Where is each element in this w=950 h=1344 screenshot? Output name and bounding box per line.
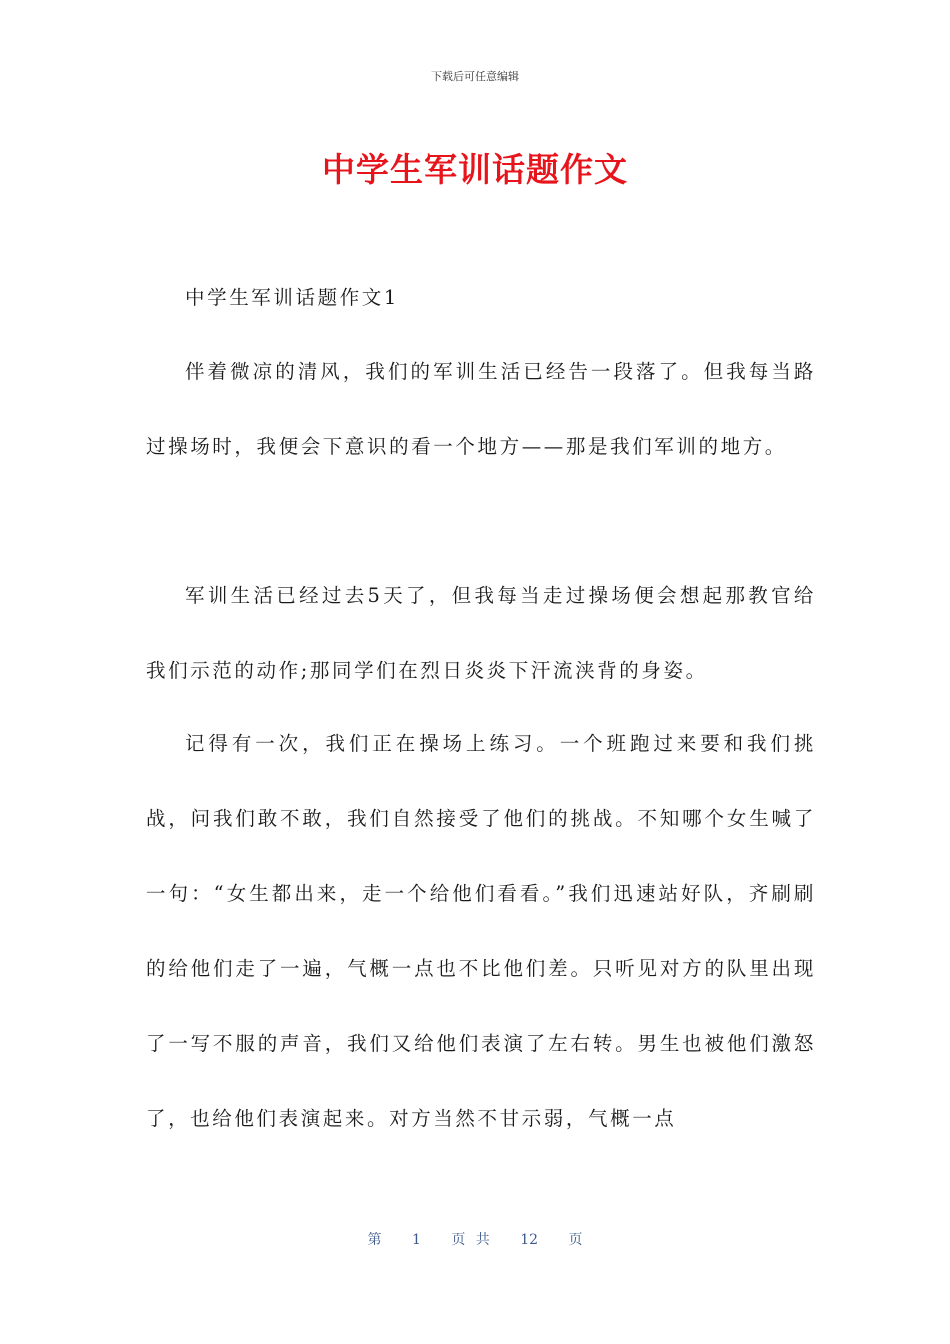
paragraph-block-3 [146,706,816,1156]
paragraph: 伴着微凉的清风，我们的军训生活已经告一段落了。但我每当路过操场时，我便会下意识的看一个地方——那是我们军训的地方。 [146,360,816,458]
paragraph-block-1 [146,334,816,484]
paragraph: 军训生活已经过去5天了，但我每当走过操场便会想起那教官给我们示范的动作;那同学们在烈日炎炎下汗流浃背的身姿。 [146,584,816,682]
paragraph-block-2 [146,558,816,708]
paragraph: 记得有一次，我们正在操场上练习。一个班跑过来要和我们挑战，问我们敢不敢，我们自然接受了他们的挑战。不知哪个女生喊了一句：“女生都出来，走一个给他们看看。”我们迅速站好队，齐刷刷的给他们走了一遍，气概一点也不比他们差。只听见对方的队里出现了一写不服的声音，我们又给他们表演了左右转。男生也被他们激怒了，也给他们表演起来。对方当然不甘示弱，气概一点 [146,732,816,1130]
page-footer [0,1229,950,1249]
footer-total-pages: 12 [520,1232,539,1248]
section-heading: 中学生军训话题作文1 [185,286,399,309]
footer-label-page: 第 [367,1232,382,1248]
footer-label-end: 页 [568,1232,583,1248]
footer-current-page: 1 [411,1232,421,1248]
header-note: 下载后可任意编辑 [431,70,519,83]
section-heading-block [146,260,816,335]
document-title: 中学生军训话题作文 [322,150,628,189]
footer-label-of: 页 共 [451,1232,490,1248]
